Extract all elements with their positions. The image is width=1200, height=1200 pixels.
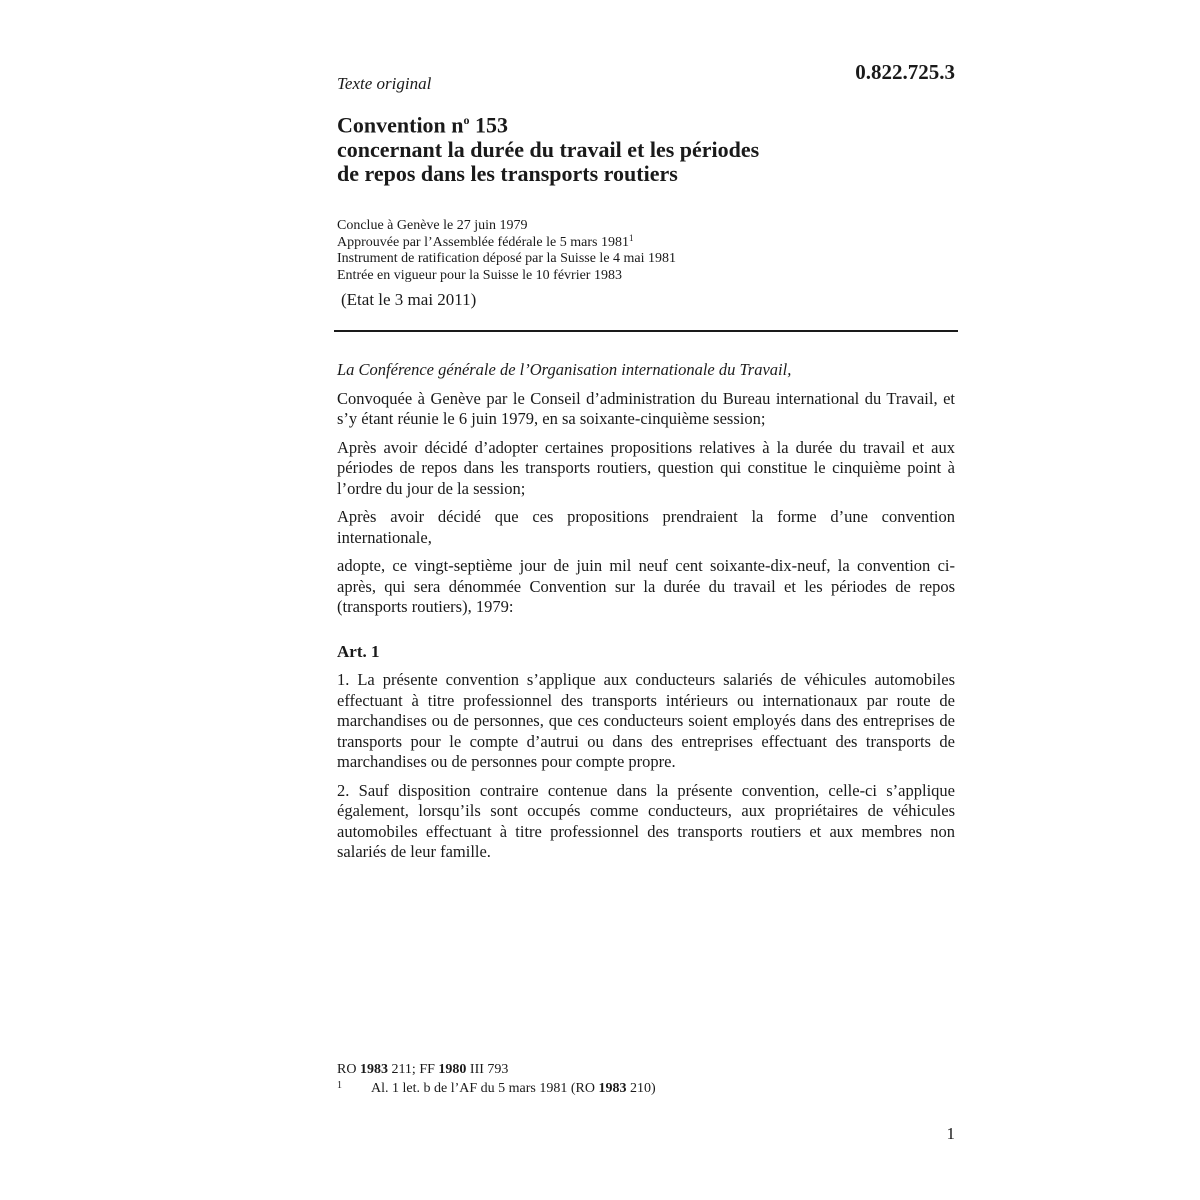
preamble-paragraph: adopte, ce vingt-septième jour de juin mil neuf cent soixante-dix-neuf, la convention ci-après, qui sera dénommée Convention sur la durée du travail et les périodes de repos (transports routiers), 1979: bbox=[337, 556, 955, 616]
preamble-paragraph: Convoquée à Genève par le Conseil d’administration du Bureau international du Travail, et s’y étant réunie le 6 juin 1979, en sa soixante-cinquième session; bbox=[337, 388, 955, 428]
title-line-2: concernant la durée du travail et les périodes bbox=[337, 136, 760, 162]
meta-approuvee: Approuvée par l’Assemblée fédérale le 5 mars 1981$^1$ bbox=[337, 232, 634, 250]
article-heading: Art. 1 bbox=[337, 641, 380, 661]
article-paragraph: 1. La présente convention s’applique aux conducteurs salariés de véhicules automobiles effectuant à titre professionnel des transports intérieurs ou internationaux par route de marchandises ou de personnes, que ces conducteurs soient employés dans des entreprises de transports pour le compte d’autrui ou dans des entreprises effectuant des transports de marchandises ou de personnes pour compte propre. bbox=[337, 670, 955, 771]
document-metadata bbox=[337, 218, 957, 284]
document-body bbox=[337, 360, 955, 871]
preamble-intro: La Conférence générale de l’Organisation internationale du Travail, bbox=[337, 360, 792, 379]
footnotes bbox=[337, 1060, 957, 1098]
title-line-1: Convention $n^o$ 153 bbox=[337, 112, 509, 138]
footnote-text: Al. 1 let. b de l’AF du 5 mars 1981 (RO 1983 210) bbox=[371, 1081, 656, 1096]
preamble-paragraph: Après avoir décidé que ces propositions prendraient la forme d’une convention internationale, bbox=[337, 507, 955, 547]
footnote-1 bbox=[337, 1079, 957, 1098]
systematic-reference-number: 0.822.725.3 bbox=[855, 60, 955, 84]
texte-original-label: Texte original bbox=[337, 74, 432, 93]
source-reference: RO 1983 211; FF 1980 III 793 bbox=[337, 1062, 509, 1077]
meta-etat: (Etat le 3 mai 2011) bbox=[341, 290, 477, 309]
document-title bbox=[337, 108, 957, 187]
footnote-mark: 1 bbox=[337, 1080, 342, 1091]
title-line-3: de repos dans les transports routiers bbox=[337, 161, 678, 187]
footnote-ref-1[interactable]: 1 bbox=[628, 232, 634, 243]
meta-instrument: Instrument de ratification déposé par la Suisse le 4 mai 1981 bbox=[337, 251, 677, 266]
page-number: 1 bbox=[946, 1124, 955, 1143]
meta-entree: Entrée en vigueur pour la Suisse le 10 février 1983 bbox=[337, 267, 622, 283]
article-paragraph: 2. Sauf disposition contraire contenue dans la présente convention, celle-ci s’applique également, lorsqu’ils sont occupés comme conducteurs, aux propriétaires de véhicules automobiles effectuant à titre professionnel des transports routiers et aux membres non salariés de leur famille. bbox=[337, 780, 955, 861]
meta-conclue: Conclue à Genève le 27 juin 1979 bbox=[337, 218, 528, 233]
horizontal-rule bbox=[334, 330, 958, 332]
preamble-paragraph: Après avoir décidé d’adopter certaines propositions relatives à la durée du travail et aux périodes de repos dans les transports routiers, question qui constitue le cinquième point à l’ordre du jour de la session; bbox=[337, 437, 955, 498]
